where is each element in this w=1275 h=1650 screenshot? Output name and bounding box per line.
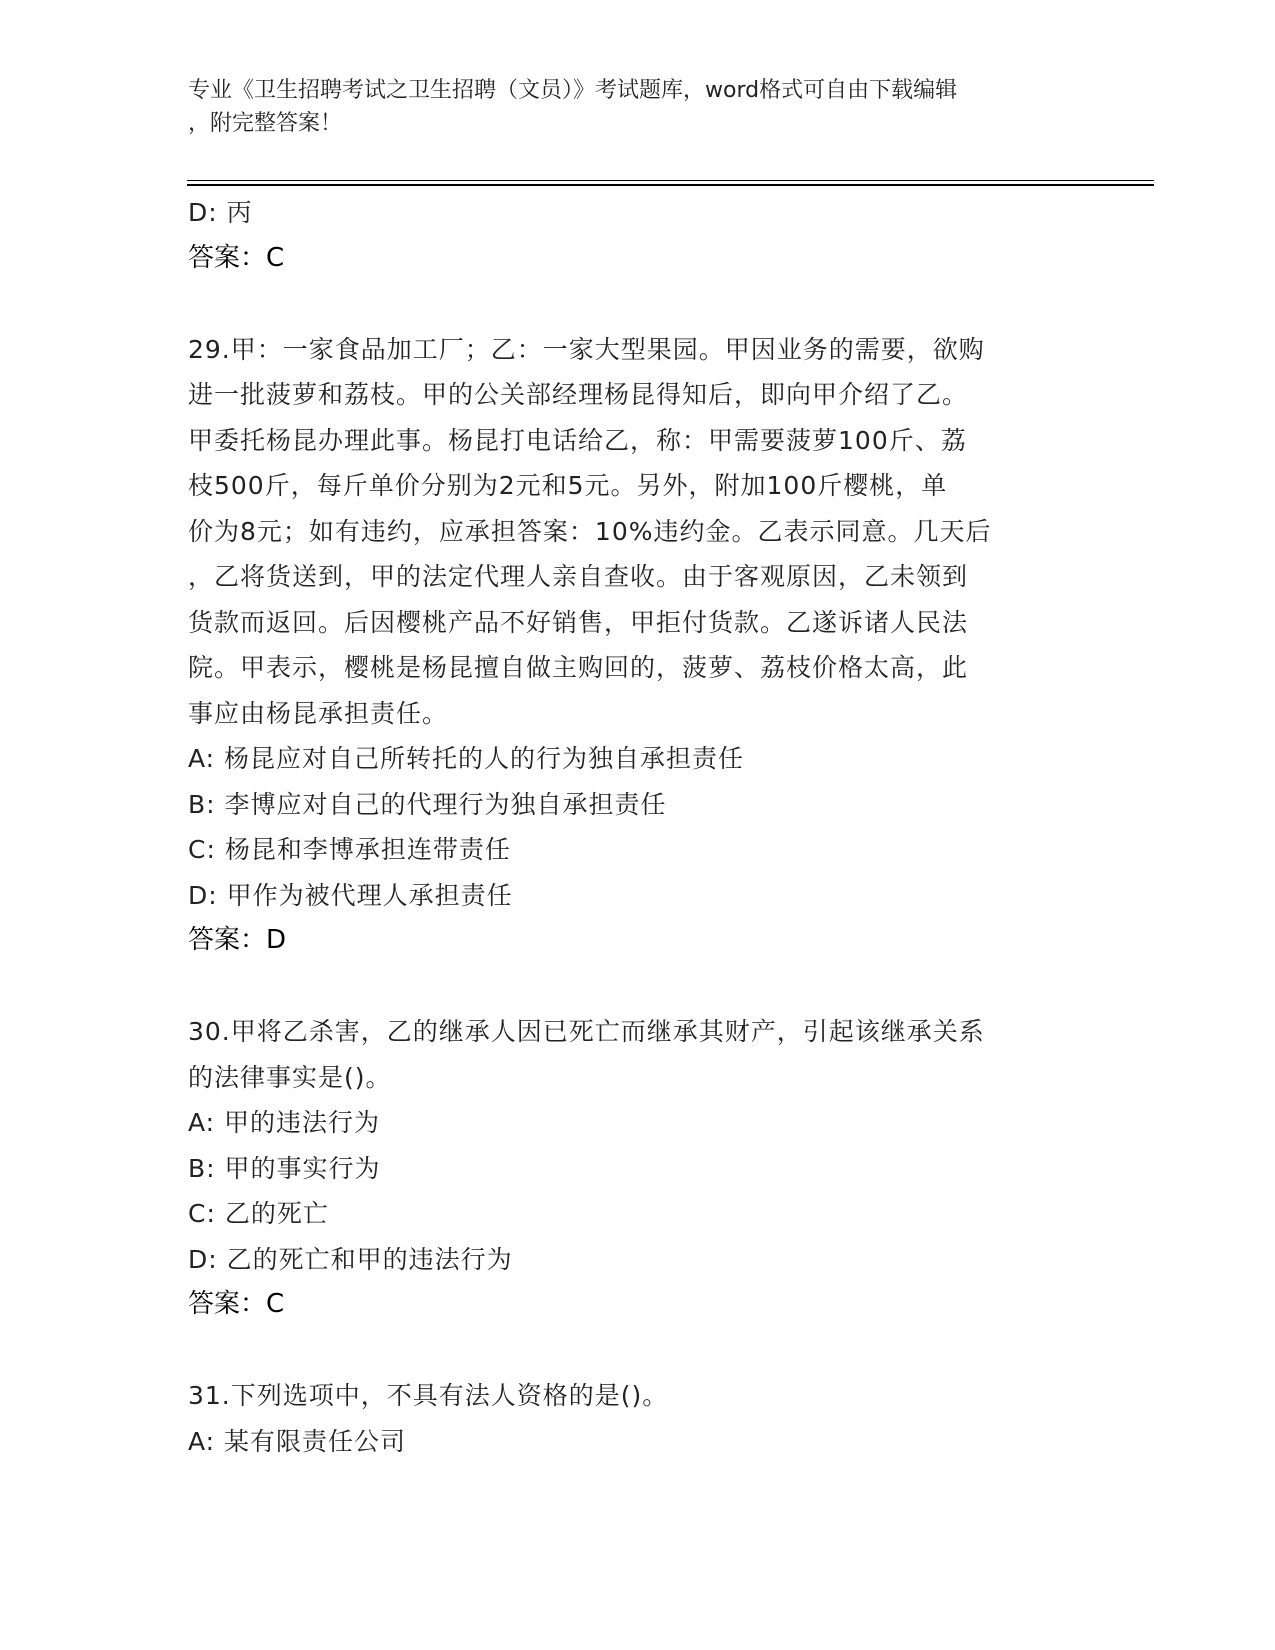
header-rule-thin (187, 180, 1154, 181)
document-header (188, 74, 1078, 140)
question-30-line: 的法律事实是()。 (188, 1062, 392, 1092)
question-30-line: 30.甲将乙杀害，乙的继承人因已死亡而继承其财产，引起该继承关系 (188, 1017, 985, 1046)
document-body (188, 190, 1078, 1464)
question-29-option-c: C: 杨昆和李博承担连带责任 (188, 835, 511, 864)
question-29-line: 29.甲：一家食品加工厂；乙：一家大型果园。甲因业务的需要，欲购 (188, 334, 985, 364)
question-29-line: 甲委托杨昆办理此事。杨昆打电话给乙，称：甲需要菠萝100斤、荔 (188, 425, 967, 455)
question-30-option-b: B: 甲的事实行为 (188, 1153, 381, 1183)
question-29-option-d: D: 甲作为被代理人承担责任 (188, 880, 513, 910)
question-29-line: 院。甲表示，樱桃是杨昆擅自做主购回的，菠萝、荔枝价格太高，此 (188, 653, 969, 682)
prev-answer: 答案：C (188, 242, 285, 273)
question-29-line: 价为8元；如有违约，应承担答案：10%违约金。乙表示同意。几天后 (188, 516, 992, 546)
question-30-option-c: C: 乙的死亡 (188, 1199, 329, 1228)
spacer (188, 281, 1078, 327)
question-31-option-a: A: 某有限责任公司 (188, 1426, 407, 1456)
question-30-option-a: A: 甲的违法行为 (188, 1108, 381, 1137)
question-29-line: 进一批菠萝和荔枝。甲的公关部经理杨昆得知后，即向甲介绍了乙。 (188, 380, 969, 409)
header-rule-thick (187, 184, 1154, 186)
prev-option-d: D: 丙 (188, 198, 253, 227)
question-29-answer: 答案：D (188, 925, 287, 955)
question-30-option-d: D: 乙的死亡和甲的违法行为 (188, 1244, 513, 1274)
header-line-2: ，附完整答案！ (188, 111, 343, 136)
question-31 (188, 1373, 1078, 1464)
question-30-answer: 答案：C (188, 1289, 285, 1319)
question-31-line: 31.下列选项中，不具有法人资格的是()。 (188, 1381, 669, 1410)
question-29-line: 事应由杨昆承担责任。 (188, 698, 449, 728)
header-line-1: 专业《卫生招聘考试之卫生招聘（文员）》考试题库，word格式可自由下载编辑 (188, 78, 958, 103)
spacer (188, 964, 1078, 1010)
spacer (188, 1328, 1078, 1374)
question-29-line: 枝500斤，每斤单价分别为2元和5元。另外，附加100斤樱桃，单 (188, 471, 948, 500)
question-29 (188, 327, 1078, 964)
question-29-line: ，乙将货送到，甲的法定代理人亲自查收。由于客观原因，乙未领到 (188, 562, 969, 591)
question-29-option-a: A: 杨昆应对自己所转托的人的行为独自承担责任 (188, 744, 745, 773)
question-29-line: 货款而返回。后因樱桃产品不好销售，甲拒付货款。乙遂诉诸人民法 (188, 607, 969, 637)
question-30 (188, 1009, 1078, 1328)
question-29-option-b: B: 李博应对自己的代理行为独自承担责任 (188, 789, 667, 819)
